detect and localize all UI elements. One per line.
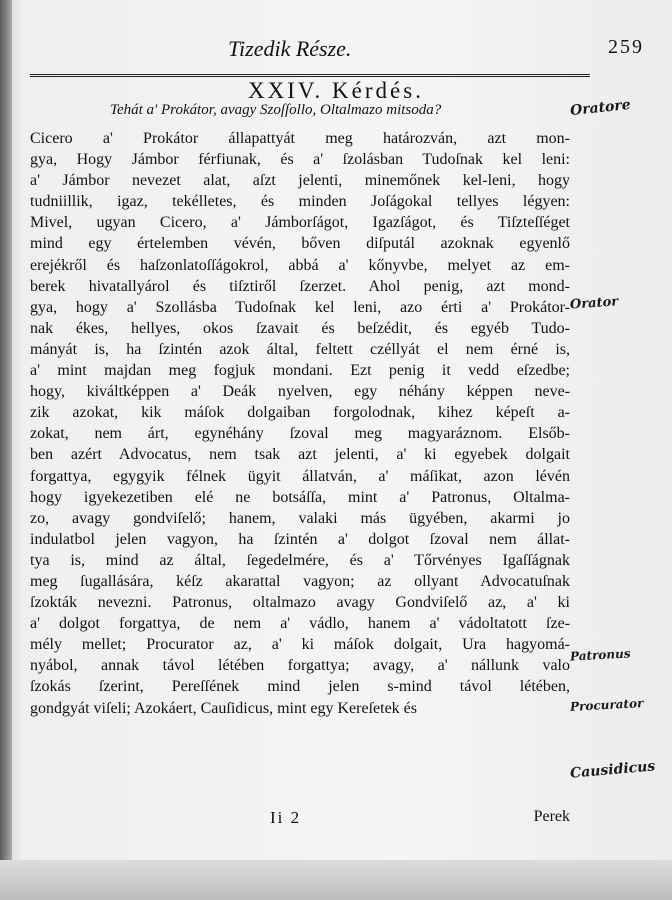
- question-lead: Tehát a' Prokátor, avagy Szoſſollo, Oltalmazo mitsoda?: [110, 102, 442, 118]
- text-line: indulatbol jelen vagyon, ha ſzintén a' dolgot ſzoval nem állat-: [30, 530, 570, 548]
- text-line: hogy igyekezetiben elé ne botsáſſa, mint a' Patronus, Oltalma-: [30, 488, 570, 506]
- text-line: gondgyát viſeli; Azokáert, Cauſidicus, mint egy Kereſetek és: [30, 699, 418, 717]
- text-line: nyábol, annak távol létében forgattya; avagy, a' nállunk valo: [30, 657, 570, 675]
- text-line: zokat, nem árt, egynéhány ſzoval meg magyaráznom. Elsőb-: [30, 425, 570, 443]
- text-line: Cicero a' Prokátor állapattyát meg határozván, azt mon-: [30, 130, 570, 147]
- text-line: gya, Hogy Jámbor férfiunak, és a' ſzolásban Tudoſnak kel leni:: [30, 151, 570, 169]
- text-line: zik azokat, kik máſok dolgaiban forgolodnak, kihez képeſt a-: [30, 404, 570, 422]
- text-line: Mivel, ugyan Cicero, a' Jámborſágot, Igazſágot, és Tiſzteſſéget: [30, 214, 570, 232]
- margin-note: Oratore: [569, 96, 632, 120]
- page-number: 259: [608, 36, 644, 58]
- book-spine-shadow: [0, 0, 12, 900]
- text-line: a' Jámbor nevezet alat, aſzt jelenti, minemőnek kel-leni, hogy: [30, 172, 570, 190]
- text-line: zo, avagy gondviſelő; hanem, valaki más ügyében, akarmi jo: [30, 509, 570, 527]
- margin-note: Orator: [569, 294, 619, 313]
- running-head: [28, 22, 648, 61]
- text-line: mély mellet; Procurator az, a' ki máſok dolgait, Ura hagyomá-: [30, 636, 570, 654]
- text-line: ſzokták nevezni. Patronus, oltalmazo avagy Gondviſelő az, a' ki: [30, 594, 570, 612]
- text-line: erejékről és haſzonlatoſſágokrol, abbá a' kőnyvbe, melyet az em-: [30, 256, 570, 274]
- text-line: ſzokás ſzerint, Pereſſének mind jelen s-mind távol létében,: [30, 678, 570, 696]
- signature-mark: Ii 2: [270, 808, 302, 827]
- text-line: mind egy értelemben vévén, bőven diſputál azoknak egyenlő: [30, 235, 570, 253]
- text-line: nak ékes, hellyes, okos ſzavait és beſzédit, és egyéb Tudo-: [30, 319, 570, 337]
- text-line: berek hivatallyárol és tiſztiről ſzerzet. Ahol penig, azt mond-: [30, 277, 570, 295]
- running-head-title: Tizedik Része.: [228, 36, 352, 61]
- page-footer: [30, 808, 570, 832]
- page-bottom-edge: [0, 860, 672, 900]
- text-line: tudniillik, igaz, tekélletes, és minden Joſágokal tellyes légyen:: [30, 193, 570, 211]
- text-line: a' dolgot forgattya, de nem a' vádlo, hanem a' vádoltatott ſze-: [30, 615, 570, 633]
- text-line: ben azért Advocatus, nem tsak azt jelenti, a' ki egyebek dolgait: [30, 446, 570, 464]
- text-line: tya is, mind az által, ſegedelmére, és a' Tőrvényes Igaſſágnak: [30, 551, 570, 569]
- text-line: forgattya, egygyik félnek ügyit állatván, a' máſikat, azon lévén: [30, 467, 570, 485]
- body-text: [30, 128, 570, 719]
- catchword: Perek: [533, 808, 570, 825]
- margin-note: Procurator: [569, 696, 644, 714]
- text-line: gya, hogy a' Szollásba Tudoſnak kel leni, azo érti a' Prokátor-: [30, 298, 570, 316]
- margin-note: Patronus: [569, 646, 631, 664]
- text-line: meg ſugallására, kéſz akarattal vagyon; az ollyant Advocatuſnak: [30, 572, 570, 590]
- text-line: a' mint majdan meg fogjuk mondani. Ezt penig it vedd eſzedbe;: [30, 362, 570, 380]
- text-line: hogy, kiváltképpen a' Deák nyelven, egy néhány képpen neve-: [30, 383, 570, 401]
- question-heading: XXIV. Kérdés.: [248, 78, 424, 103]
- margin-notes: [569, 96, 670, 820]
- margin-note: Causidicus: [569, 758, 656, 782]
- header-rule: [30, 74, 590, 77]
- text-line: mányát is, ha ſzintén azok által, feltett czéllyát el nem érné is,: [30, 340, 570, 358]
